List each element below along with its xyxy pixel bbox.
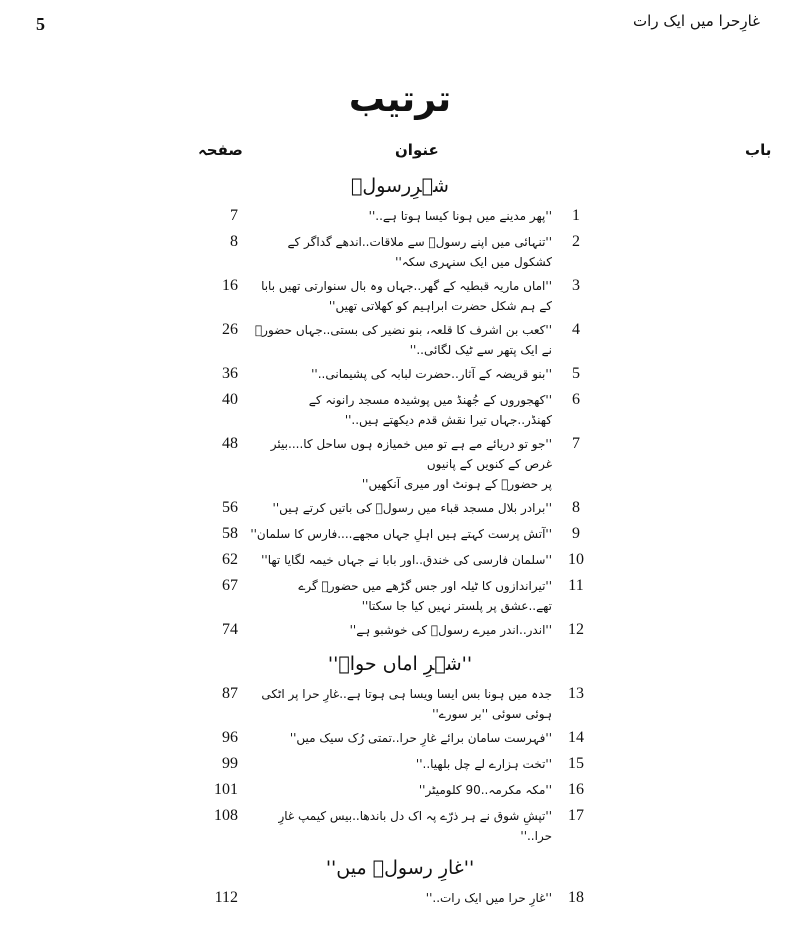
chapter-title-block (250, 684, 552, 724)
section-heading: ''شہرِ اماں حواؑ'' (327, 653, 473, 675)
table-of-contents (0, 166, 800, 932)
toc-entry[interactable] (0, 432, 800, 496)
column-header-chapter: باب (745, 141, 772, 159)
chapter-title-block (250, 728, 552, 748)
chapter-title-block (250, 888, 552, 908)
chapter-number: 9 (572, 525, 580, 542)
chapter-title: ''کھجوروں کے جُھنڈ میں پوشیدہ مسجد رانونہ کے کھنڈر..جہاں تیرا نقش قدم دیکھتے ہیں..'' (308, 393, 552, 427)
chapter-number: 15 (568, 755, 584, 772)
chapter-title: ''غارِ حرا میں ایک رات..'' (425, 891, 552, 905)
chapter-title: ''تنہائی میں اپنے رسولؐ سے ملاقات..اندھے گداگر کے کشکول میں ایک سنہری سکہ'' (287, 235, 552, 269)
chapter-number: 16 (568, 781, 584, 798)
chapter-title: ''سلمان فارسی کی خندق..اور بابا نے جہاں خیمہ لگایا تھا'' (261, 553, 552, 567)
chapter-title: ''مکہ مکرمہ..90 کلومیٹر'' (418, 783, 552, 797)
chapter-number: 13 (568, 685, 584, 702)
toc-entry[interactable] (0, 682, 800, 726)
page-ref: 74 (222, 621, 238, 638)
chapter-title-block (250, 780, 552, 800)
toc-entry[interactable] (0, 618, 800, 644)
page-number: 5 (36, 14, 45, 34)
section-heading: ''غارِ رسولؐ میں'' (325, 857, 475, 879)
toc-entry[interactable] (0, 362, 800, 388)
chapter-title: ''آتش پرست کہتے ہیں اہلِ جہاں مجھے....فارس کا سلمان'' (250, 527, 552, 541)
chapter-number: 6 (572, 391, 580, 408)
chapter-title: ''اندر..اندر میرے رسولؐ کی خوشبو ہے'' (349, 623, 552, 637)
page-title: ترتیب (348, 79, 452, 120)
toc-entry[interactable] (0, 522, 800, 548)
page-ref: 108 (214, 807, 238, 824)
chapter-title: ''تپشِ شوق نے ہر ذرّے پہ اک دل باندھا..بیس کیمپ غارِ حرا..'' (278, 809, 552, 843)
chapter-title: ''تخت ہزارے لے چل بلھیا..'' (415, 757, 552, 771)
page-ref: 7 (230, 207, 238, 224)
chapter-title-block (250, 276, 552, 316)
toc-entry[interactable] (0, 204, 800, 230)
page-ref: 112 (214, 889, 238, 906)
chapter-title-block (250, 806, 552, 846)
chapter-title-block (250, 754, 552, 774)
chapter-title-block (250, 364, 552, 384)
chapter-number: 7 (572, 435, 580, 452)
page-ref: 87 (222, 685, 238, 702)
chapter-number: 2 (572, 233, 580, 250)
chapter-title: ''برادر بلال مسجد قباء میں رسولؐ کی باتیں کرتے ہیں'' (272, 501, 552, 515)
column-header-heading: عنوان (395, 141, 439, 159)
chapter-title-continued: پر حضورؐ کے ہونٹ اور میری آنکھیں'' (361, 477, 552, 491)
chapter-title: ''اماں ماریہ قبطیہ کے گھر..جہاں وہ بال سنوارتی تھیں بابا کے ہم شکل حضرت ابراہیم کو کھلاتی تھیں'' (261, 279, 552, 313)
chapter-number: 14 (568, 729, 584, 746)
toc-entry[interactable] (0, 318, 800, 362)
chapter-number: 4 (572, 321, 580, 338)
chapter-title: ''پھر مدینے میں ہونا کیسا ہوتا ہے..'' (368, 209, 552, 223)
chapter-title: ''کعب بن اشرف کا قلعہ، بنو نضیر کی بستی..جہاں حضورؐ نے ایک پتھر سے ٹیک لگائی..'' (254, 323, 552, 357)
toc-entry[interactable] (0, 726, 800, 752)
chapter-title-block (250, 206, 552, 226)
running-title: غارِحرا میں ایک رات (633, 12, 760, 30)
chapter-number: 5 (572, 365, 580, 382)
chapter-number: 1 (572, 207, 580, 224)
chapter-title-block (250, 320, 552, 360)
section-heading: شہرِرسولؐ (351, 175, 449, 197)
toc-entry[interactable] (0, 496, 800, 522)
page-ref: 26 (222, 321, 238, 338)
chapter-number: 3 (572, 277, 580, 294)
page-ref: 101 (214, 781, 238, 798)
chapter-title-block (250, 576, 552, 616)
toc-entry[interactable] (0, 804, 800, 848)
page-ref: 40 (222, 391, 238, 408)
page-ref: 62 (222, 551, 238, 568)
chapter-title-block (250, 550, 552, 570)
toc-entry[interactable] (0, 548, 800, 574)
chapter-number: 12 (568, 621, 584, 638)
chapter-number: 18 (568, 889, 584, 906)
page-ref: 8 (230, 233, 238, 250)
toc-entry[interactable] (0, 752, 800, 778)
page-ref: 16 (222, 277, 238, 294)
chapter-number: 17 (568, 807, 584, 824)
page-ref: 58 (222, 525, 238, 542)
chapter-title-block (250, 232, 552, 272)
chapter-title: ''بنو قریضہ کے آثار..حضرت لبابہ کی پشیمانی..'' (311, 367, 552, 381)
chapter-title-block (250, 524, 552, 544)
page-ref: 96 (222, 729, 238, 746)
page-ref: 56 (222, 499, 238, 516)
chapter-number: 10 (568, 551, 584, 568)
chapter-title: ''جو تو دریائے مے ہے تو میں خمیازہ ہوں ساحل کا....بیئر غرص کے کنویں کے پانیوں (270, 437, 552, 471)
toc-entry[interactable] (0, 274, 800, 318)
chapter-title-block (250, 434, 552, 494)
toc-entry[interactable] (0, 574, 800, 618)
page-ref: 48 (222, 435, 238, 452)
chapter-title: ''تیراندازوں کا ٹیلہ اور جس گڑھے میں حضورؐ گرے تھے..عشق پر پلستر نہیں کیا جا سکتا'' (298, 579, 552, 613)
page-ref: 36 (222, 365, 238, 382)
page-ref: 99 (222, 755, 238, 772)
chapter-title-block (250, 498, 552, 518)
toc-entry[interactable] (0, 230, 800, 274)
chapter-title: ''فہرست سامان برائے غارِ حرا..تمتی رُک سیک میں'' (289, 731, 552, 745)
chapter-number: 8 (572, 499, 580, 516)
chapter-number: 11 (568, 577, 584, 594)
chapter-title-block (250, 620, 552, 640)
toc-entry[interactable] (0, 778, 800, 804)
toc-entry[interactable] (0, 886, 800, 912)
page-ref: 67 (222, 577, 238, 594)
column-header-page: صفحہ (198, 141, 243, 159)
chapter-title: جدہ میں ہونا بس ایسا ویسا ہی ہوتا ہے..غارِ حرا پر اٹکی ہوئی سوئی ''بر سورے'' (261, 687, 552, 721)
chapter-title-block (250, 390, 552, 430)
toc-entry[interactable] (0, 388, 800, 432)
